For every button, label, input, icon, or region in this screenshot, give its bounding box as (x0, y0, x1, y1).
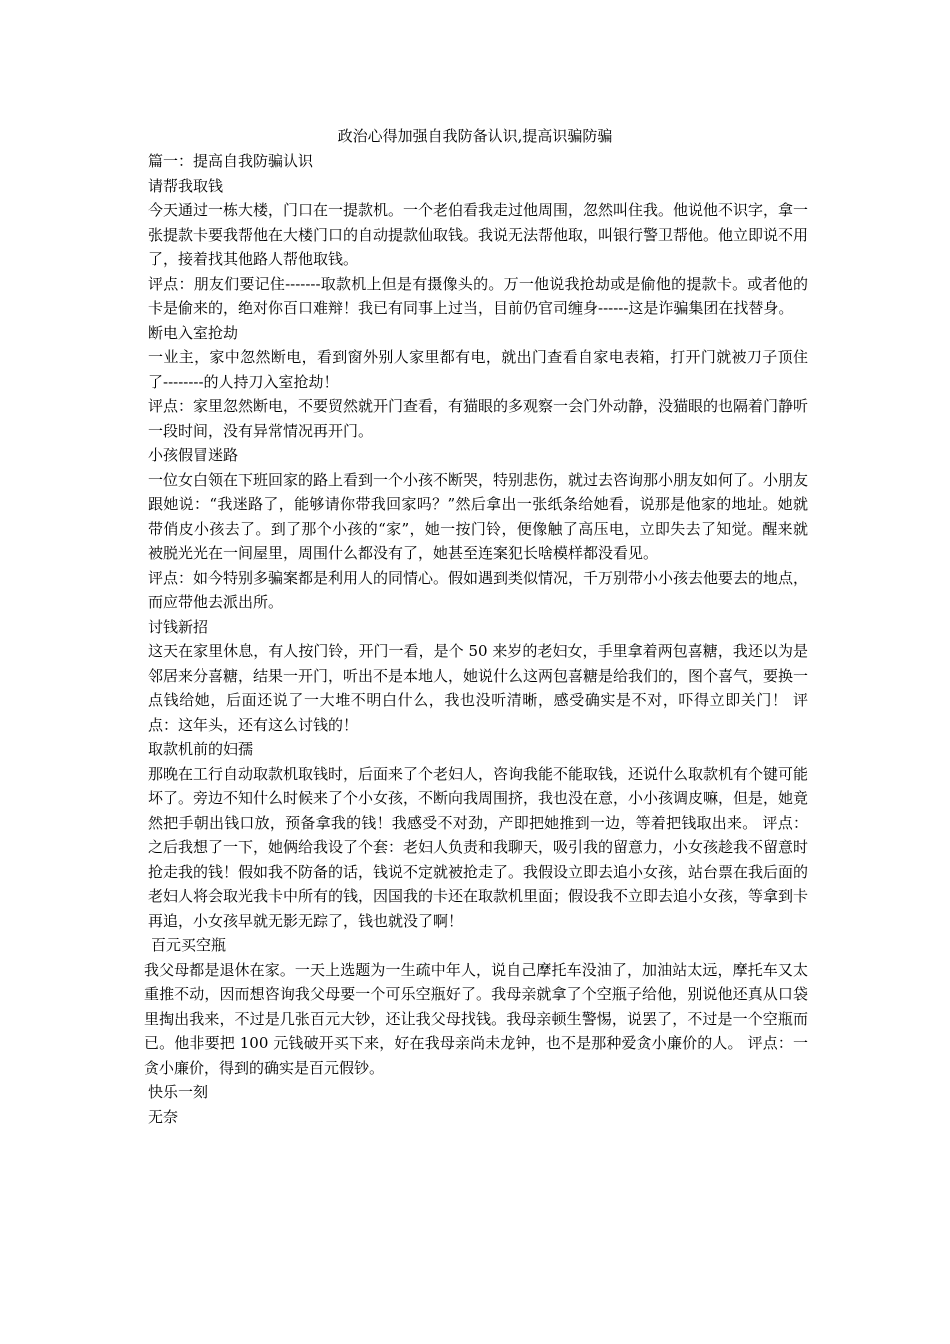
paragraph: 一业主，家中忽然断电，看到窗外别人家里都有电，就出门查看自家电表箱，打开门就被刀子顶住了--------的人持刀入室抢劫！ (148, 348, 808, 391)
paragraph: 一位女白领在下班回家的路上看到一个小孩不断哭，特别悲伤，就过去咨询那小朋友如何了。小朋友跟她说：“我迷路了，能够请你带我回家吗？”然后拿出一张纸条给她看，说那是他家的地址。她就带俏皮小孩去了。到了那个小孩的“家”，她一按门铃，便像触了高压电，立即失去了知觉。醒来就被脱光光在一间屋里，周围什么都没有了，她甚至连案犯长啥模样都没看见。 (148, 470, 809, 562)
paragraph: 无奈 (148, 1107, 179, 1126)
paragraph: 百元买空瓶 (151, 936, 227, 954)
paragraph: 那晚在工行自动取款机取钱时，后面来了个老妇人，咨询我能不能取钱，还说什么取款机有个键可能坏了。旁边不知什么时候来了个小女孩，不断向我周围挤，我也没在意，小小孩调皮嘛，但是，她竟然把手朝出钱口放，预备拿我的钱！我感受不对劲，产即把她推到一边，等着把钱取出来。 评点：之后我想了一下，她俩给我设了个套：老妇人负责和我聊天，吸引我的留意力，小女孩趁我不留意时抢走我的钱！假如我不防备的话，钱说不定就被抢走了。我假设立即去追小女孩，站台票在我后面的老妇人将会取光我卡中所有的钱，因国我的卡还在取款机里面；假设我不立即去追小女孩，等拿到卡再追，小女孩早就无影无踪了，钱也就没了啊！ (148, 764, 809, 930)
paragraph: 我父母都是退休在家。一天上选题为一生疏中年人，说自己摩托车没油了，加油站太远，摩托车又太重推不动，因而想咨询我父母要一个可乐空瓶好了。我母亲就拿了个空瓶子给他，别说他还真从口袋里掏出我来，不过是几张百元大钞，还让我父母找钱。我母亲顿生警惕，说罢了，不过是一个空瓶而已。他非要把 100 元钱破开买下来，好在我母亲尚未龙钟，也不是那种爱贪小廉价的人。 评点：一贪小廉价，得到的确实是百元假钞。 (144, 960, 808, 1077)
paragraph: 今天通过一栋大楼，门口在一提款机。一个老伯看我走过他周围，忽然叫住我。他说他不识字，拿一张提款卡要我帮他在大楼门口的自动提款仙取钱。我说无法帮他取，叫银行警卫帮他。他立即说不用了，接着找其他路人帮他取钱。 (148, 201, 809, 268)
paragraph: 讨钱新招 (148, 617, 209, 636)
paragraph: 快乐一刻 (148, 1083, 209, 1101)
paragraph: 请帮我取钱 (148, 176, 224, 195)
paragraph: 小孩假冒迷路 (148, 446, 239, 464)
paragraph: 篇一：提高自我防骗认识 (148, 152, 314, 170)
paragraph: 评点：家里忽然断电，不要贸然就开门查看，有猫眼的多观察一会门外动静，没猫眼的也隔着门静听一段时间，没有异常情况再开门。 (148, 397, 809, 440)
paragraph: 评点：朋友们要记住-------取款机上但是有摄像头的。万一他说我抢劫或是偷他的提款卡。或者他的卡是偷来的，绝对你百口难辩！我已有同事上过当，目前仍官司缠身------这是诈骗集团在找替身。 (148, 274, 808, 317)
paragraph: 取款机前的妇孺 (148, 740, 254, 758)
paragraph: 这天在家里休息，有人按门铃，开门一看，是个 50 来岁的老妇女，手里拿着两包喜糖，我还以为是邻居来分喜糖，结果一开门，听出不是本地人，她说什么这两包喜糖是给我们的，图个喜气，要换一点钱给她，后面还说了一大堆不明白什么，我也没听清晰，感受确实是不对，吓得立即关门！ 评点：这年头，还有这么讨钱的！ (148, 642, 809, 734)
paragraph: 断电入室抢劫 (148, 323, 239, 342)
document-body (144, 149, 808, 1129)
document-title: 政治心得加强自我防备认识,提高识骗防骗 (337, 127, 613, 145)
paragraph: 评点：如今特别多骗案都是利用人的同情心。假如遇到类似情况，千万别带小小孩去他要去的地点，而应带他去派出所。 (148, 568, 809, 611)
